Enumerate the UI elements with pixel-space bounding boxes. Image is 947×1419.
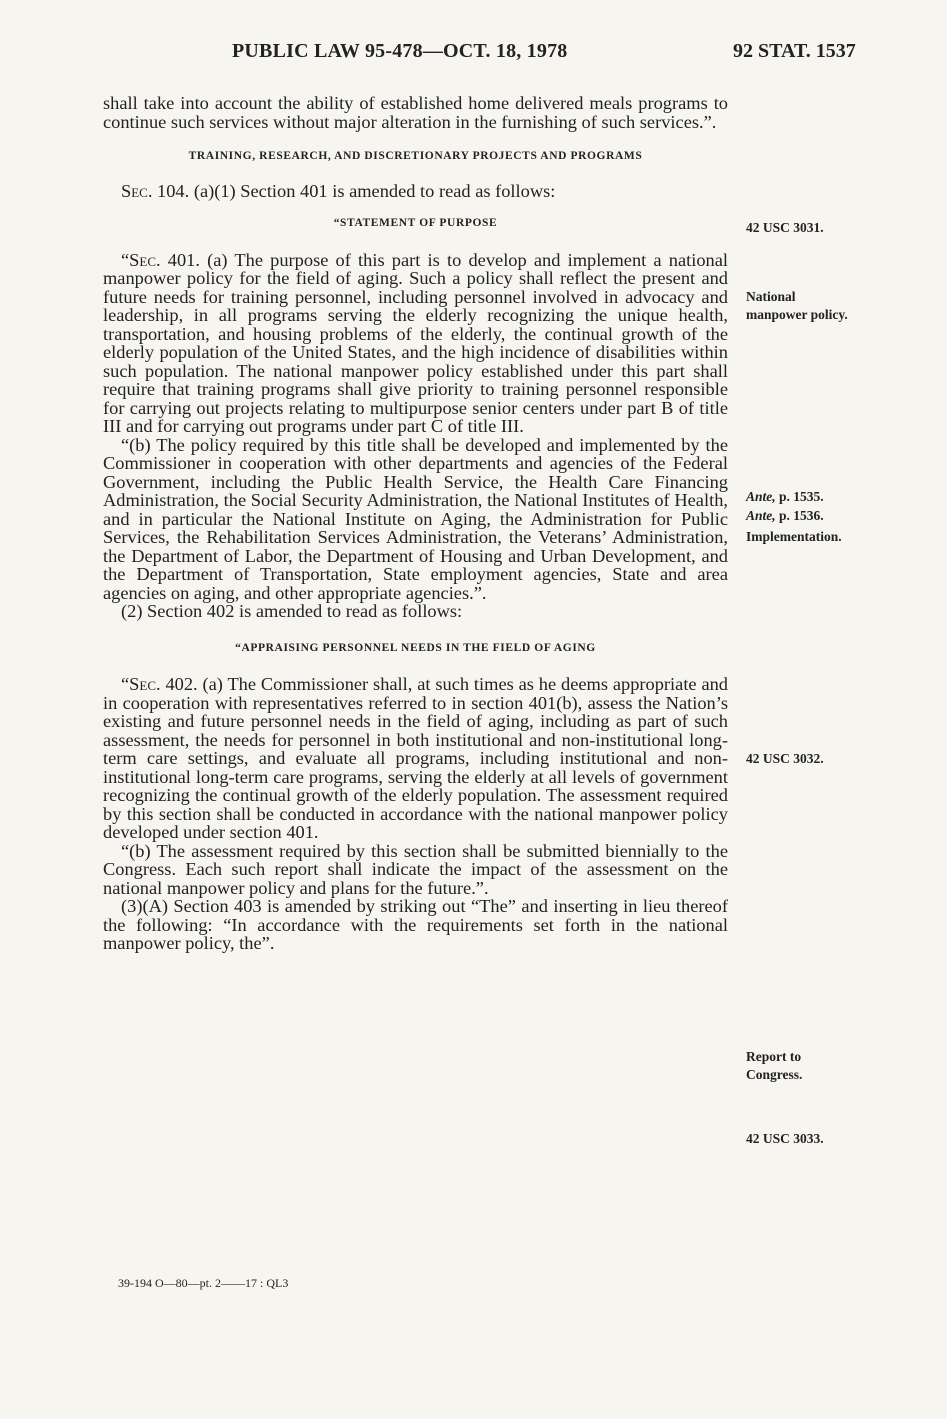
sec-104-text: 104. (a)(1) Section 401 is amended to read as follows: <box>152 180 556 201</box>
sec-402a-text: 402. (a) The Commissioner shall, at such times as he deems appropriate and in cooperation with representatives referred to in section 401(b), assess the Nation’s existing and future personnel needs in the field of aging, including as part of such assessment, the needs for personnel in both institutional and non-institutional long-term care settings, and evaluate all programs, including institutional and non-institutional long-term care programs, serving the elderly at all levels of government recognizing the continual growth of the elderly population. The assessment required by this section shall be conducted in accordance with the national manpower policy developed under section 401. <box>103 674 728 842</box>
section-heading-purpose: “STATEMENT OF PURPOSE <box>333 217 498 229</box>
margin-note-usc-3031: 42 USC 3031. <box>746 220 824 235</box>
sec-401a-paragraph <box>103 251 728 436</box>
body-text <box>103 94 728 953</box>
stat-page-number: 92 STAT. 1537 <box>733 40 856 62</box>
sec-104-paragraph <box>103 182 728 201</box>
item-3-paragraph: (3)(A) Section 403 is amended by striking out “The” and inserting in lieu thereof the following: “In accordance with the requirements set forth in the national manpower policy, the”. <box>103 896 728 953</box>
margin-note-report-to: Report to <box>746 1049 802 1064</box>
margin-note-congress: Congress. <box>746 1067 803 1082</box>
footer-print-code: 39-194 O—80—pt. 2——17 : QL3 <box>118 1276 289 1290</box>
ante-label: Ante, <box>746 489 776 504</box>
sec-label: “Sec. <box>121 674 161 694</box>
ante-page: p. 1535. <box>775 489 824 504</box>
ante-page: p. 1536. <box>775 508 824 523</box>
section-heading-appraising: “APPRAISING PERSONNEL NEEDS IN THE FIELD OF AGING <box>235 641 596 654</box>
item-2-paragraph: (2) Section 402 is amended to read as follows: <box>121 601 463 621</box>
margin-note-usc-3032: 42 USC 3032. <box>746 751 824 766</box>
sec-402b-paragraph: “(b) The assessment required by this section shall be submitted biennially to the Congress. Each such report shall indicate the impact of the assessment on the national manpower policy and plans for the future.”. <box>103 840 728 898</box>
sec-label: Sec. <box>121 180 153 201</box>
margin-note-implementation: Implementation. <box>746 529 842 544</box>
running-title: PUBLIC LAW 95-478—OCT. 18, 1978 <box>232 40 568 62</box>
margin-note-ante-1536 <box>746 507 824 525</box>
page-header <box>0 40 947 72</box>
margin-note-national: National <box>746 289 796 304</box>
continued-paragraph: shall take into account the ability of established home delivered meals programs to continue such services without major alteration in the furnishing of such services.”. <box>103 93 728 132</box>
sec-401a-text: 401. (a) The purpose of this part is to develop and implement a national manpower policy for the field of aging. Such a policy shall reflect the present and future needs for training personnel, including personnel involved in advocacy and leadership, in all programs serving the elderly recognizing the unique health, transportation, and housing problems of the elderly, the continual growth of the elderly population of the United States, and the high incidence of disabilities within such population. The national manpower policy established under this part shall require that training programs shall give priority to training personnel responsible for carrying out projects relating to multipurpose senior centers under part B of title III and for carrying out programs under part C of title III. <box>103 249 728 436</box>
margin-note-usc-3033: 42 USC 3033. <box>746 1131 824 1146</box>
margin-note-ante-1535 <box>746 488 824 506</box>
sec-label: “Sec. <box>121 249 161 270</box>
sec-402a-paragraph <box>103 675 728 842</box>
section-heading-training: TRAINING, RESEARCH, AND DISCRETIONARY PROJECTS AND PROGRAMS <box>188 150 643 162</box>
sec-401b-paragraph: “(b) The policy required by this title shall be developed and implemented by the Commissioner in cooperation with other departments and agencies of the Federal Government, including the Public Health Service, the Health Care Financing Administration, the Social Security Administration, the National Institutes of Health, and in particular the National Institute on Aging, the Administration for Public Services, the Rehabilitation Services Administration, the Veterans’ Administration, the Department of Labor, the Department of Housing and Urban Development, and the Department of Transportation, State employment agencies, State and area agencies on aging, and other appropriate agencies.”. <box>103 434 728 603</box>
margin-note-manpower-policy: manpower policy. <box>746 307 848 322</box>
ante-label: Ante, <box>746 508 776 523</box>
